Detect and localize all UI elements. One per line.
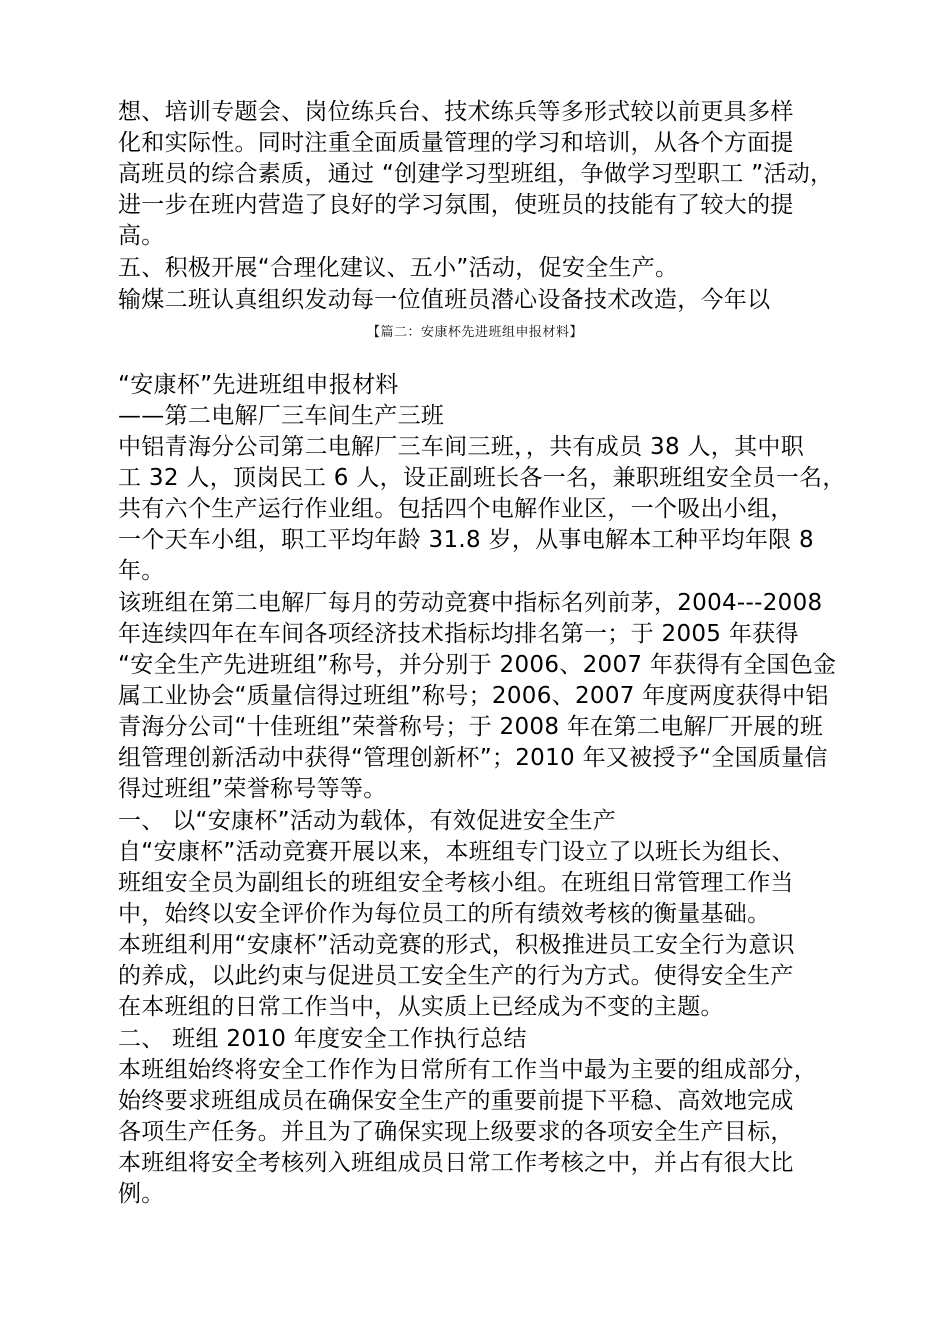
paragraph-line: 进一步在班内营造了良好的学习氛围，使班员的技能有了较大的提 <box>118 192 794 218</box>
section-heading: 五、积极开展“合理化建议、五小”活动，促安全生产。 <box>118 255 679 281</box>
section-heading: 一、 以“安康杯”活动为载体，有效促进安全生产 <box>118 808 617 834</box>
paragraph-line: 想、培训专题会、岗位练兵台、技术练兵等多形式较以前更具多样 <box>118 99 794 125</box>
paragraph-line: 中铝青海分公司第二电解厂三车间三班，，共有成员 38 人，其中职 <box>118 434 804 460</box>
paragraph-line: 中，始终以安全评价作为每位员工的所有绩效考核的衡量基础。 <box>118 901 771 927</box>
paragraph-line: 本班组始终将安全工作作为日常所有工作当中最为主要的组成部分， <box>118 1057 817 1083</box>
paragraph-line: 本班组将安全考核列入班组成员日常工作考核之中，并占有很大比 <box>118 1150 794 1176</box>
paragraph-line: 高班员的综合素质，通过 “创建学习型班组，争做学习型职工 ”活动， <box>118 161 834 187</box>
paragraph-line: 工 32 人，顶岗民工 6 人，设正副班长各一名，兼职班组安全员一名， <box>118 465 846 491</box>
paragraph-line: 属工业协会“质量信得过班组”称号；2006、2007 年度两度获得中铝 <box>118 683 829 709</box>
paragraph-line: 的养成，以此约束与促进员工安全生产的行为方式。使得安全生产 <box>118 963 794 989</box>
paragraph-line: 班组安全员为副组长的班组安全考核小组。在班组日常管理工作当 <box>118 870 794 896</box>
paragraph-line: 高。 <box>118 223 165 249</box>
paragraph-line: 本班组利用“安康杯”活动竞赛的形式，积极推进员工安全行为意识 <box>118 932 795 958</box>
paragraph-line: 年连续四年在车间各项经济技术指标均排名第一；于 2005 年获得 <box>118 621 799 647</box>
paragraph-line: 自“安康杯”活动竞赛开展以来，本班组专门设立了以班长为组长、 <box>118 839 795 865</box>
paragraph-line: 化和实际性。同时注重全面质量管理的学习和培训，从各个方面提 <box>118 130 794 156</box>
paragraph-line: 一个天车小组，职工平均年龄 31.8 岁，从事电解本工种平均年限 8 <box>118 527 814 553</box>
paragraph-line: 该班组在第二电解厂每月的劳动竞赛中指标名列前茅，2004---2008 <box>118 590 823 616</box>
paragraph-line: 共有六个生产运行作业组。包括四个电解作业区，一个吸出小组， <box>118 496 794 522</box>
paragraph-line: 始终要求班组成员在确保安全生产的重要前提下平稳、高效地完成 <box>118 1088 794 1114</box>
paragraph-line: 各项生产任务。并且为了确保实现上级要求的各项安全生产目标， <box>118 1119 794 1145</box>
paragraph-line: 组管理创新活动中获得“管理创新杯”；2010 年又被授予“全国质量信 <box>118 745 828 771</box>
paragraph-line: 年。 <box>118 558 165 584</box>
paragraph-line: 输煤二班认真组织发动每一位值班员潜心设备技术改造，今年以 <box>118 287 771 313</box>
document-subtitle: ——第二电解厂三车间生产三班 <box>118 403 445 429</box>
section-divider-label: 【篇二：安康杯先进班组申报材料】 <box>366 325 583 340</box>
paragraph-line: 例。 <box>118 1181 165 1207</box>
paragraph-line: 在本班组的日常工作当中，从实质上已经成为不变的主题。 <box>118 994 724 1020</box>
section-heading: 二、 班组 2010 年度安全工作执行总结 <box>118 1026 527 1052</box>
paragraph-line: 青海分公司“十佳班组”荣誉称号；于 2008 年在第二电解厂开展的班 <box>118 714 824 740</box>
paragraph-line: 得过班组”荣誉称号等等。 <box>118 776 387 802</box>
paragraph-line: “安全生产先进班组”称号，并分别于 2006、2007 年获得有全国色金 <box>118 652 837 678</box>
document-title: “安康杯”先进班组申报材料 <box>118 372 399 398</box>
